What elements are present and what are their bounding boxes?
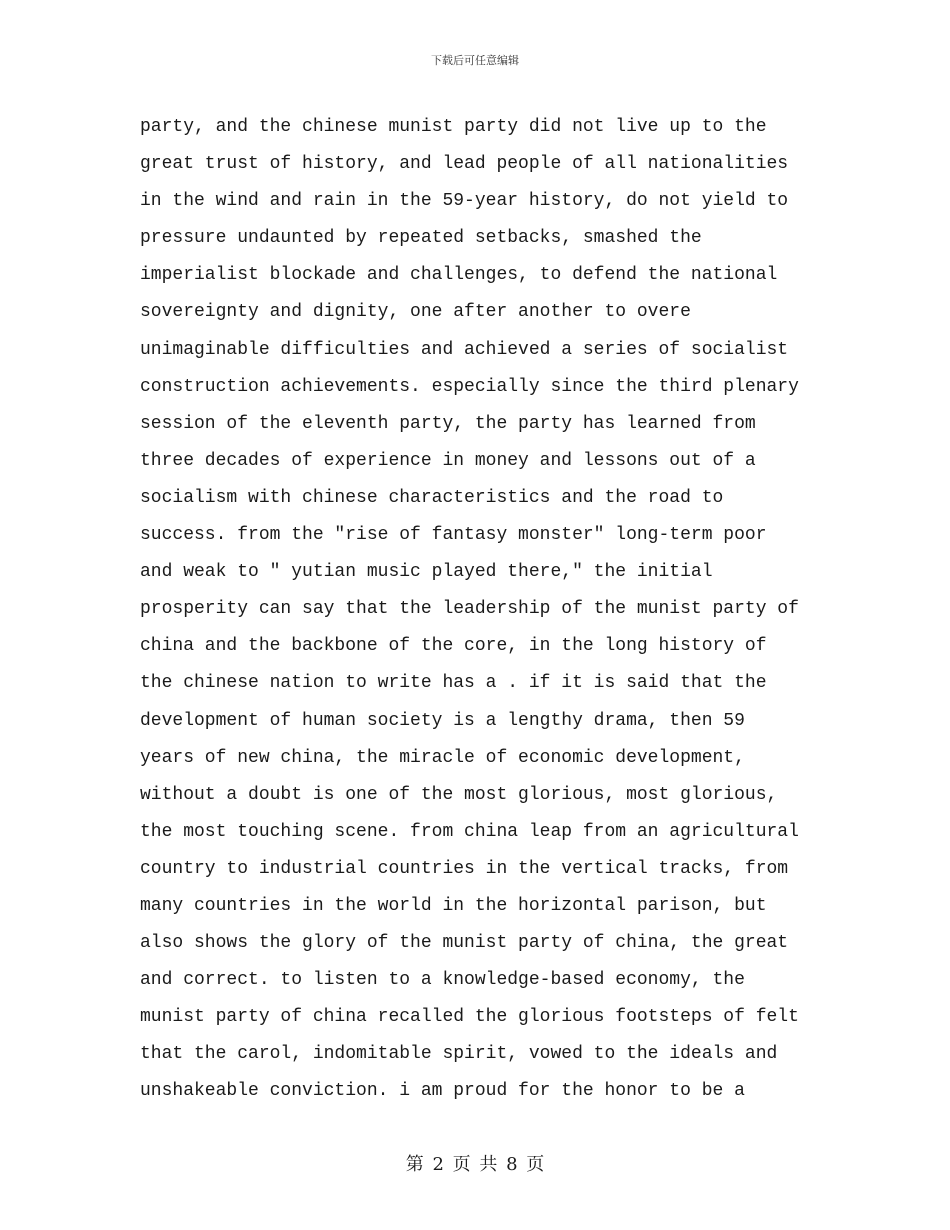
text-line: socialism with chinese characteristics and the road to: [140, 487, 724, 508]
text-line: in the wind and rain in the 59-year history, do not yield to: [140, 191, 789, 212]
text-line: pressure undaunted by repeated setbacks, smashed the: [140, 228, 702, 249]
text-line: also shows the glory of the munist party of china, the great: [140, 933, 789, 954]
text-line: the chinese nation to write has a . if it is said that the: [140, 673, 767, 694]
text-line: country to industrial countries in the vertical tracks, from: [140, 858, 789, 879]
text-line: development of human society is a lengthy drama, then 59: [140, 710, 745, 731]
text-line: success. from the "rise of fantasy monster" long-term poor: [140, 525, 767, 546]
text-line: sovereignty and dignity, one after another to overe: [140, 302, 691, 323]
page-number: 第 2 页 共 8 页: [405, 1154, 545, 1175]
text-line: china and the backbone of the core, in the long history of: [140, 636, 767, 657]
text-line: session of the eleventh party, the party has learned from: [140, 413, 756, 434]
text-line: without a doubt is one of the most glorious, most glorious,: [140, 784, 778, 805]
text-line: three decades of experience in money and lessons out of a: [140, 450, 756, 471]
text-line: prosperity can say that the leadership of the munist party of: [140, 599, 799, 620]
text-line: the most touching scene. from china leap from an agricultural: [140, 821, 799, 842]
text-line: unshakeable conviction. i am proud for the honor to be a: [140, 1081, 745, 1102]
text-line: years of new china, the miracle of economic development,: [140, 747, 745, 768]
text-line: and weak to " yutian music played there," the initial: [140, 562, 713, 583]
page-header: 下载后可任意编辑: [431, 54, 519, 67]
body-text: [140, 109, 840, 1111]
text-line: construction achievements. especially since the third plenary: [140, 376, 799, 397]
text-line: unimaginable difficulties and achieved a series of socialist: [140, 339, 789, 360]
text-line: great trust of history, and lead people of all nationalities: [140, 154, 789, 175]
text-line: many countries in the world in the horizontal parison, but: [140, 895, 767, 916]
text-line: that the carol, indomitable spirit, vowed to the ideals and: [140, 1044, 778, 1065]
text-line: munist party of china recalled the glorious footsteps of felt: [140, 1007, 799, 1028]
text-line: party, and the chinese munist party did not live up to the: [140, 117, 767, 137]
text-line: and correct. to listen to a knowledge-based economy, the: [140, 970, 745, 991]
text-line: imperialist blockade and challenges, to defend the national: [140, 265, 778, 286]
